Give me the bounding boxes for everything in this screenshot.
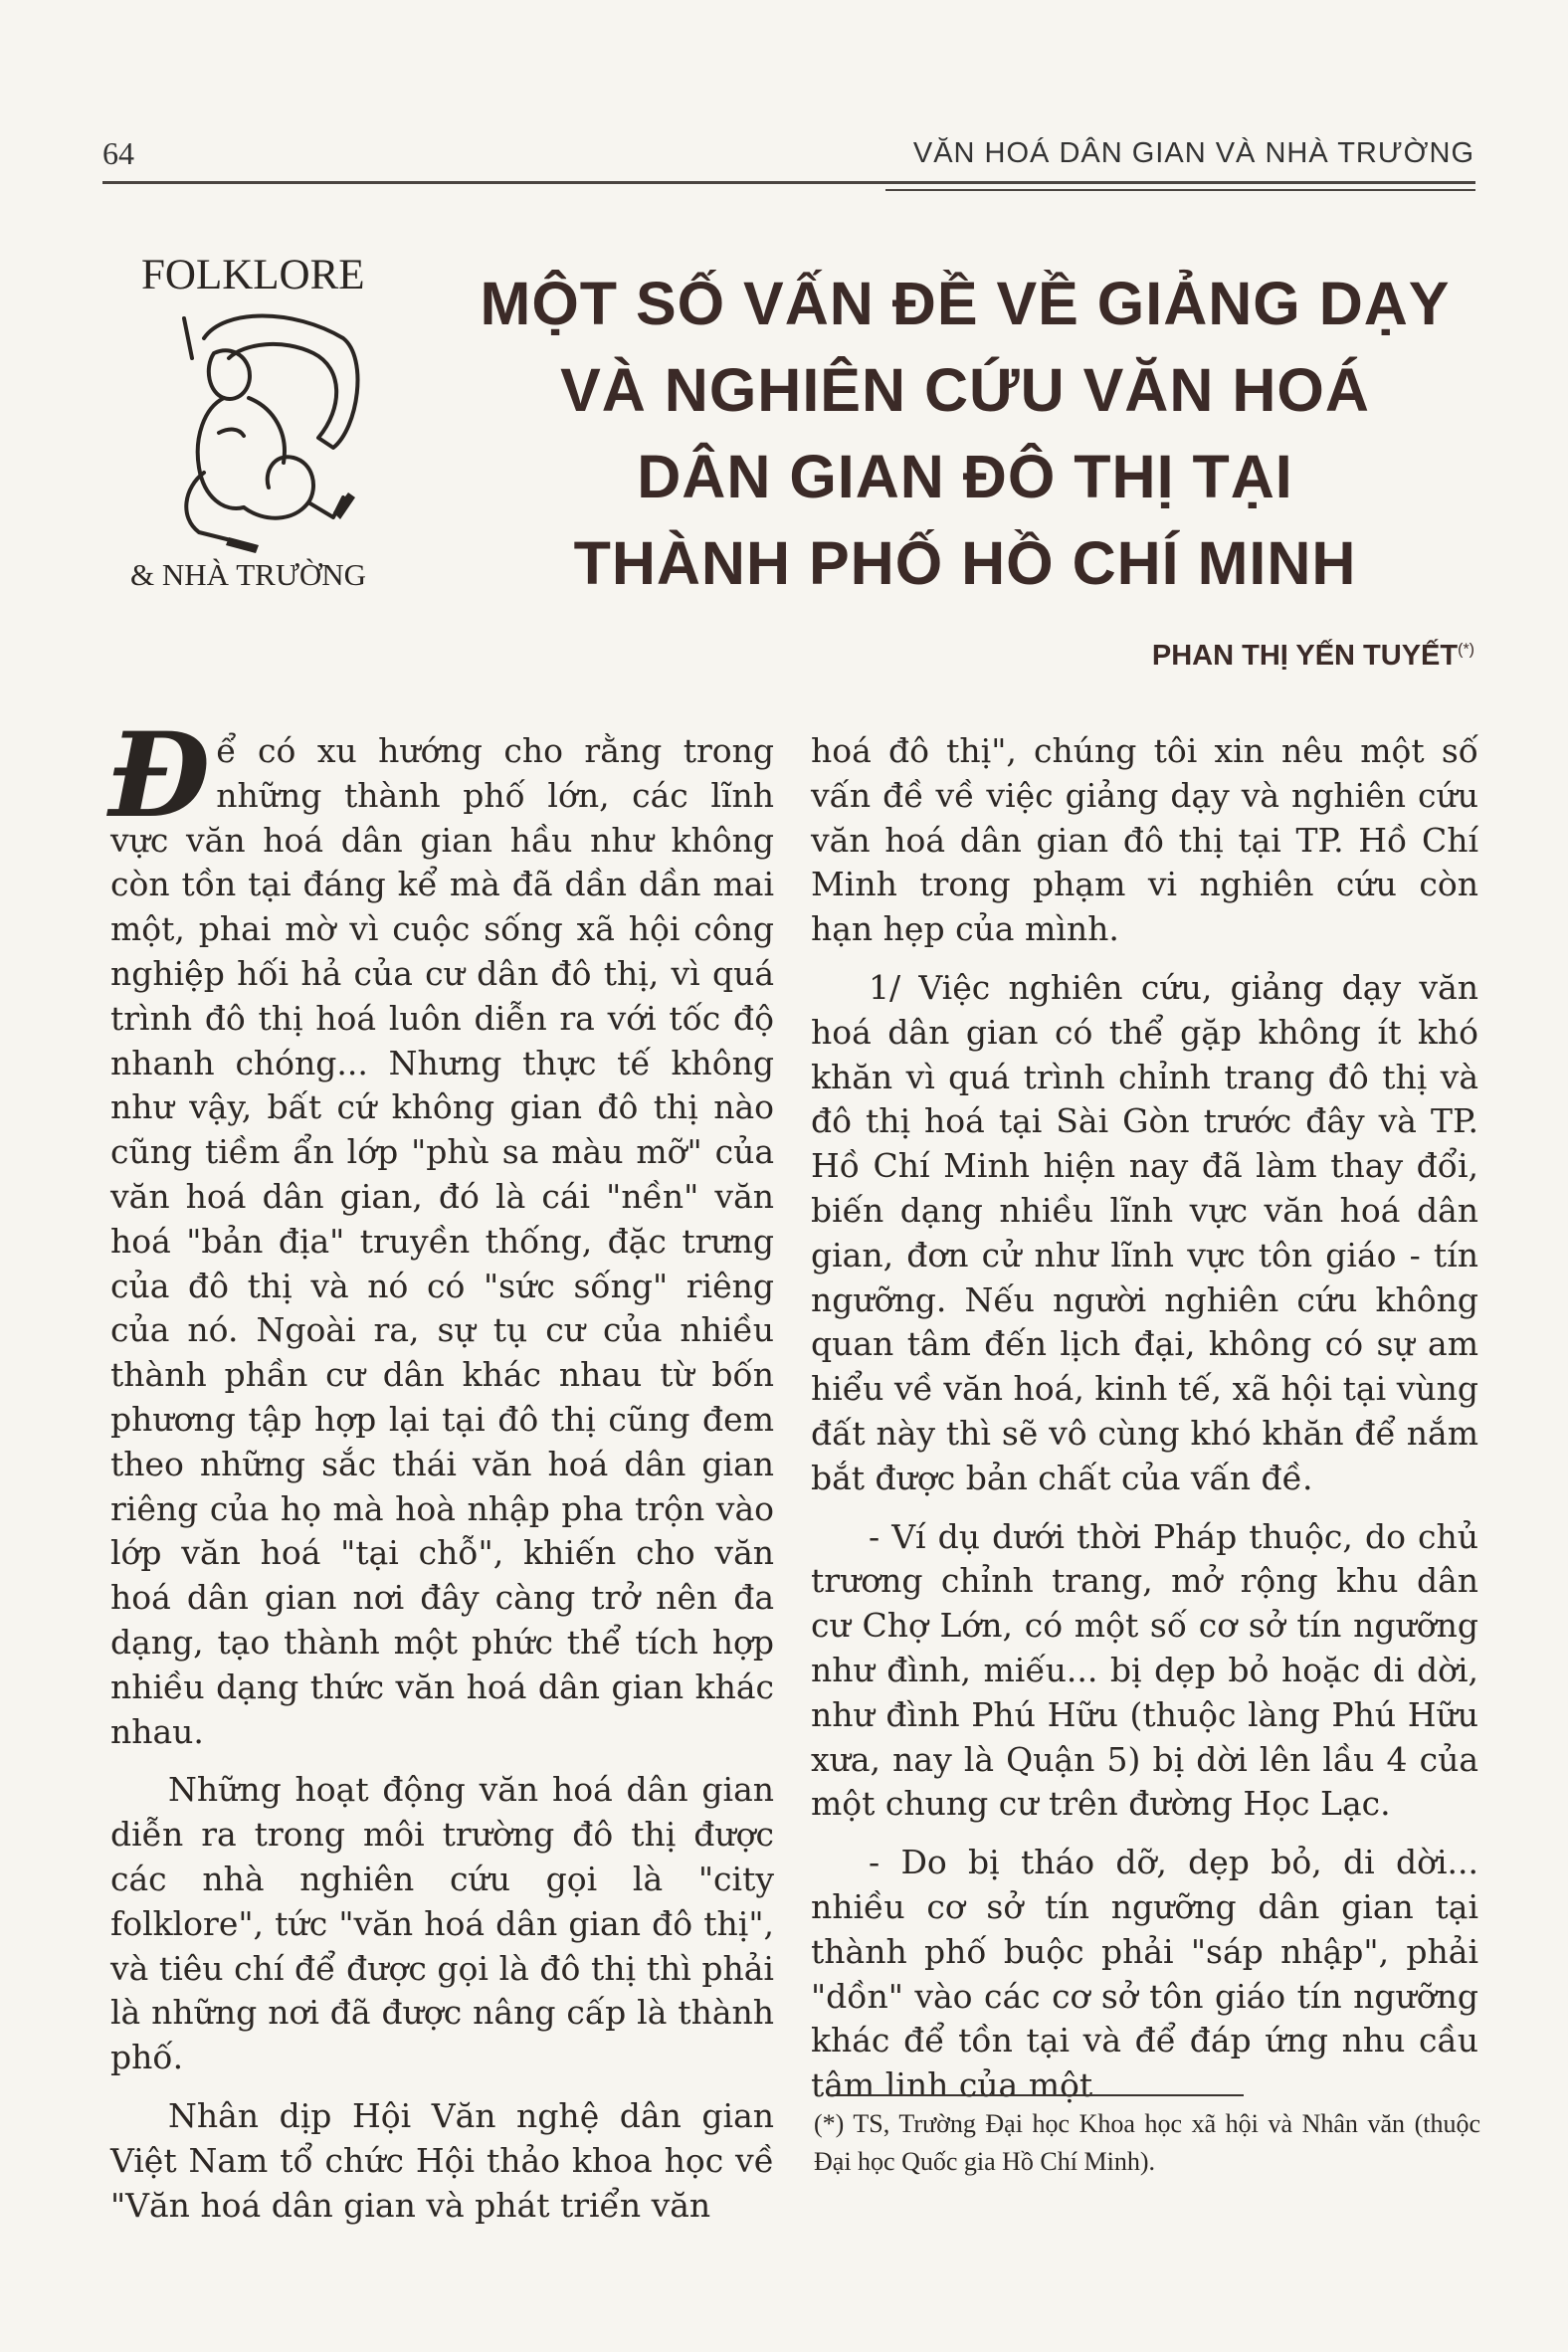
header-rule bbox=[102, 181, 1475, 184]
left-column bbox=[108, 706, 774, 2242]
author-name: PHAN THỊ YẾN TUYẾT bbox=[1151, 640, 1459, 672]
title-line: DÂN GIAN ĐÔ THỊ TẠI bbox=[637, 443, 1293, 510]
paragraph: 1/ Việc nghiên cứu, giảng dạy văn hoá dân gian có thể gặp không ít khó khăn vì quá trình chỉnh trang đô thị và đô thị hoá tại Sài Gòn trước đây và TP. Hồ Chí Minh hiện nay đã làm thay đổi, biến dạng nhiều lĩnh vực văn hoá dân gian, đơn cử như lĩnh vực tôn giáo - tín ngưỡng. Nếu người nghiên cứu không quan tâm đến lịch đại, không có sự am hiểu về văn hoá, kinh tế, xã hội tại vùng đất này thì sẽ vô cùng khó khăn để nắm bắt được bản chất của vấn đề. bbox=[811, 967, 1478, 1497]
title-line: VÀ NGHIÊN CỨU VĂN HOÁ bbox=[560, 356, 1370, 424]
right-column bbox=[811, 729, 1478, 2122]
author-footnote-mark: (*) bbox=[1458, 641, 1474, 659]
article-title bbox=[448, 261, 1482, 607]
header-rule-secondary bbox=[885, 189, 1475, 191]
paragraph: Những hoạt động văn hoá dân gian diễn ra trong môi trường đô thị được các nhà nghiên cứu gọi là "city folklore", tức "văn hoá dân gian đô thị", và tiêu chí để được gọi là đô thị thì phải là những nơi đã được nâng cấp là thành phố. bbox=[110, 1770, 774, 2077]
logo-bottom-text: & NHÀ TRƯỜNG bbox=[130, 557, 367, 592]
paragraph bbox=[108, 706, 774, 1754]
paragraph: hoá đô thị", chúng tôi xin nêu một số vấn đề về việc giảng dạy và nghiên cứu văn hoá dân gian đô thị tại TP. Hồ Chí Minh trong phạm vi nghiên cứu còn hạn hẹp của mình. bbox=[811, 731, 1478, 949]
title-line: THÀNH PHỐ HỒ CHÍ MINH bbox=[573, 529, 1357, 597]
running-header: VĂN HOÁ DÂN GIAN VÀ NHÀ TRƯỜNG bbox=[912, 137, 1474, 169]
paragraph: - Ví dụ dưới thời Pháp thuộc, do chủ trương chỉnh trang, mở rộng khu dân cư Chợ Lớn, có một số cơ sở tín ngưỡng như đình, miếu... bị dẹp bỏ hoặc di dời, như đình Phú Hữu (thuộc làng Phú Hữu xưa, nay là Quận 5) bị dời lên lầu 4 của một chung cư trên đường Học Lạc. bbox=[811, 1516, 1478, 1824]
paragraph-text: ể có xu hướng cho rằng trong những thành phố lớn, các lĩnh vực văn hoá dân gian hầu như không còn tồn tại đáng kể mà đã dần dần mai một, phai mờ vì cuộc sống xã hội công nghiệp hối hả của cư dân đô thị, vì quá trình đô thị hoá luôn diễn ra với tốc độ nhanh chóng... Nhưng thực tế không như vậy, bất cứ không gian đô thị nào cũng tiềm ẩn lớp "phù sa màu mỡ" của văn hoá dân gian, đó là cái "nền" văn hoá "bản địa" truyền thống, đặc trưng của đô thị và nó có "sức sống" riêng của nó. Ngoài ra, sự tụ cư của nhiều thành phần cư dân khác nhau từ bốn phương tập hợp lại tại đô thị cũng đem theo những sắc thái văn hoá dân gian riêng của họ mà hoà nhập pha trộn vào lớp văn hoá "tại chỗ", khiến cho văn hoá dân gian nơi đây càng trở nên đa dạng, tạo thành một phức thể tích hợp nhiều dạng thức văn hoá dân gian khác nhau. bbox=[110, 731, 774, 1751]
paragraph: Nhân dịp Hội Văn nghệ dân gian Việt Nam tổ chức Hội thảo khoa học về "Văn hoá dân gian và phát triển văn bbox=[110, 2095, 774, 2225]
paragraph: - Do bị tháo dỡ, dẹp bỏ, di dời... nhiều cơ sở tín ngưỡng dân gian tại thành phố buộc phải "sáp nhập", phải "dồn" vào các cơ sở tôn giáo tín ngưỡng khác để tồn tại và để đáp ứng nhu cầu tâm linh của một bbox=[811, 1843, 1478, 2105]
drop-cap: Đ bbox=[108, 706, 211, 844]
logo-top-text: FOLKLORE bbox=[141, 252, 365, 298]
page-number: 64 bbox=[102, 135, 134, 171]
footnote-rule bbox=[828, 2094, 1244, 2096]
title-line: MỘT SỐ VẤN ĐỀ VỀ GIẢNG DẠY bbox=[480, 270, 1451, 337]
author-byline bbox=[1152, 640, 1474, 673]
folk-figure-icon bbox=[144, 298, 363, 557]
footnote: (*) TS, Trường Đại học Khoa học xã hội và Nhân văn (thuộc Đại học Quốc gia Hồ Chí Minh). bbox=[814, 2109, 1480, 2176]
